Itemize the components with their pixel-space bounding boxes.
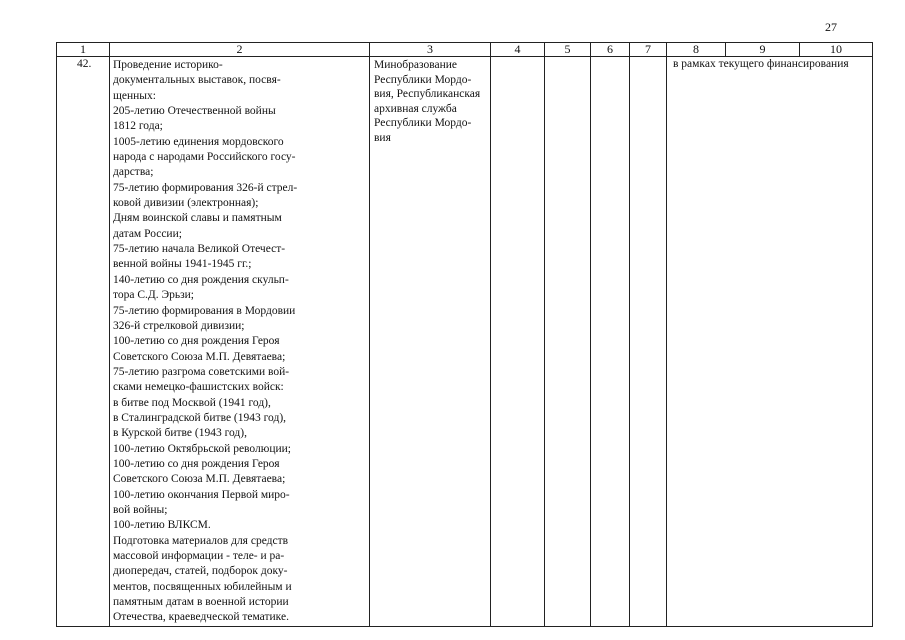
page-number: 27 [825, 20, 837, 34]
description-line: сками немецко-фашистских войск: [113, 381, 284, 394]
responsible-executors [370, 57, 491, 627]
description-line: 75-летию разгрома советскими вой- [113, 365, 290, 378]
description-line: Советского Союза М.П. Девятаева; [113, 350, 286, 363]
column-header-10: 10 [800, 43, 873, 57]
description-line: 140-летию со дня рождения скульп- [113, 273, 289, 286]
description-line: датам России; [113, 227, 182, 240]
description-line: 75-летию начала Великой Отечест- [113, 243, 286, 256]
column-header-5: 5 [545, 43, 591, 57]
description-line: щенных: [113, 89, 156, 102]
description-line: народа с народами Российского госу- [113, 151, 296, 164]
description-line: ковой дивизии (электронная); [113, 197, 259, 210]
responsible-line: Республики Мордо- [374, 73, 472, 86]
empty-cell-col-5 [545, 57, 591, 627]
description-line: вой войны; [113, 503, 168, 516]
description-line: дарства; [113, 166, 154, 179]
measure-description [110, 57, 370, 627]
description-line: 75-летию формирования в Мордовии [113, 304, 296, 317]
description-line: 205-летию Отечественной войны [113, 105, 276, 118]
description-line: 100-летию Октябрьской революции; [113, 442, 291, 455]
description-line: венной войны 1941-1945 гг.; [113, 258, 252, 271]
column-header-7: 7 [630, 43, 667, 57]
description-line: 100-летию ВЛКСМ. [113, 519, 211, 532]
description-line: 100-летию окончания Первой миро- [113, 488, 290, 501]
description-line: массовой информации - теле- и ра- [113, 550, 285, 562]
description-line: Подготовка материалов для средств [113, 534, 289, 547]
description-line: 75-летию формирования 326-й стрел- [113, 181, 298, 194]
description-line: 100-летию со дня рождения Героя [113, 335, 280, 348]
measures-table [56, 42, 873, 627]
description-line: памятным датам в военной истории [113, 596, 289, 609]
empty-cell-col-6 [591, 57, 630, 627]
responsible-line: архивная служба [374, 102, 457, 115]
column-header-3: 3 [370, 43, 491, 57]
description-line: 100-летию со дня рождения Героя [113, 457, 280, 470]
column-header-6: 6 [591, 43, 630, 57]
description-line: Дням воинской славы и памятным [113, 212, 282, 225]
financing-note: в рамках текущего финансирования [667, 57, 873, 627]
description-line: 326-й стрелковой дивизии; [113, 319, 245, 332]
description-line: Отечества, краеведческой тематике. [113, 611, 289, 624]
description-line: Советского Союза М.П. Девятаева; [113, 473, 286, 486]
row-number: 42. [57, 57, 110, 627]
empty-cell-col-7 [630, 57, 667, 627]
description-line: диопередач, статей, подборок доку- [113, 565, 288, 578]
column-number-row [57, 43, 873, 57]
column-header-9: 9 [726, 43, 800, 57]
description-line: документальных выставок, посвя- [113, 74, 281, 87]
description-line: тора С.Д. Эрьзи; [113, 289, 194, 302]
responsible-line: Минобразование [374, 59, 458, 71]
column-header-8: 8 [667, 43, 726, 57]
column-header-2: 2 [110, 43, 370, 57]
responsible-line: вия [374, 131, 391, 144]
description-line: 1005-летию единения мордовского [113, 135, 284, 148]
description-line: 1812 года; [113, 120, 163, 133]
responsible-line: вия, Республиканская [374, 88, 481, 100]
column-header-4: 4 [491, 43, 545, 57]
empty-cell-col-4 [491, 57, 545, 627]
description-line: в Курской битве (1943 год), [113, 427, 247, 440]
column-header-1: 1 [57, 43, 110, 57]
description-line: Проведение историко- [113, 59, 223, 71]
description-line: в битве под Москвой (1941 год), [113, 396, 271, 409]
table-row [57, 57, 873, 627]
description-line: в Сталинградской битве (1943 год), [113, 411, 287, 424]
responsible-line: Республики Мордо- [374, 117, 472, 129]
description-line: ментов, посвященных юбилейным и [113, 580, 292, 593]
